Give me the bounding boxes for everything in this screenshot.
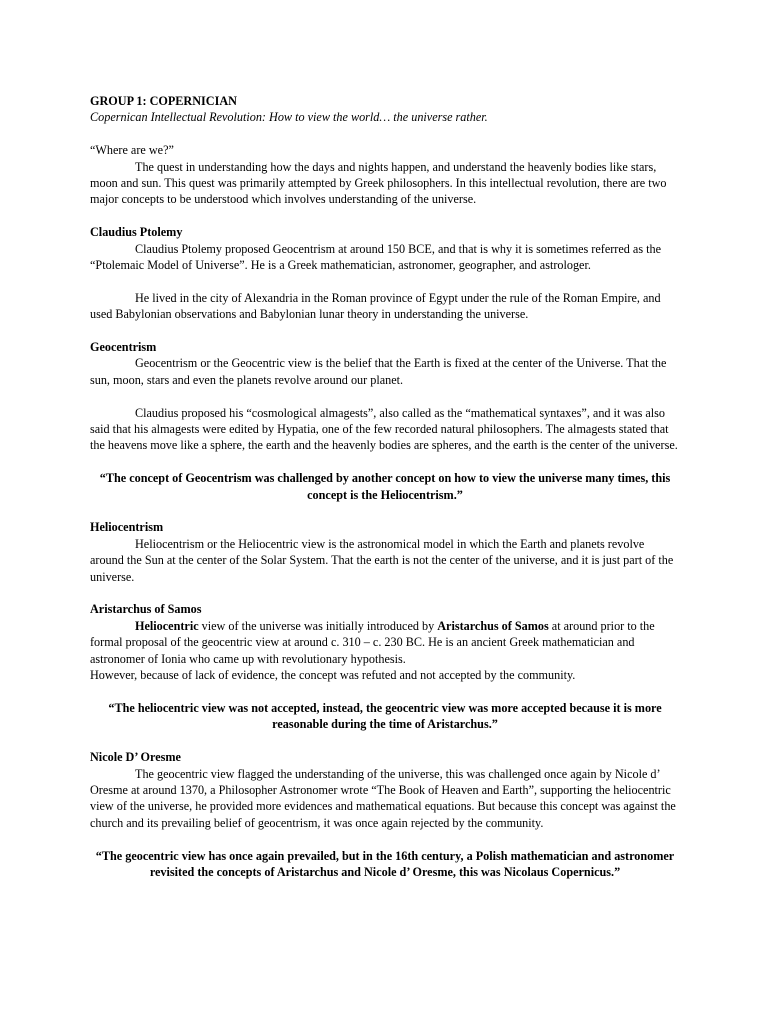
aristarchus-name: Aristarchus of Samos xyxy=(437,618,549,633)
oresme-quote: “The geocentric view has once again prevailed, but in the 16th century, a Polish mathematician and astronomer revisited the concepts of Aristarchus and Nicole d’ Oresme, this was Nicolaus Copernicus.” xyxy=(95,848,675,879)
aristarchus-heading: Aristarchus of Samos xyxy=(90,602,202,617)
aristarchus-text-2: at around prior to the formal proposal of the geocentric view at around c. 310 – c. 230 BC. He is an ancient Greek mathematician and astronomer of Ionia who came up with revolutionary hypothesis. xyxy=(90,618,655,666)
heliocentrism-heading: Heliocentrism xyxy=(90,520,164,535)
document-subtitle: Copernican Intellectual Revolution: How to view the world… the universe rather. xyxy=(90,110,488,125)
aristarchus-quote: “The heliocentric view was not accepted, instead, the geocentric view was more accepted because it is more reasonable during the time of Aristarchus.” xyxy=(108,700,662,732)
heliocentrism-paragraph: Heliocentrism or the Heliocentric view is the astronomical model in which the Earth and planets revolve around the Sun at the center of the Solar System. That the earth is not the center of the universe, and it is just part of the universe. xyxy=(90,536,674,584)
document-page xyxy=(90,93,680,880)
ptolemy-heading: Claudius Ptolemy xyxy=(90,225,183,240)
question-line: “Where are we?” xyxy=(90,143,174,158)
ptolemy-paragraph-1: Claudius Ptolemy proposed Geocentrism at around 150 BCE, and that is why it is sometimes referred as the “Ptolemaic Model of Universe”. He is a Greek mathematician, astronomer, geographer, and astrologer. xyxy=(90,241,661,273)
geocentrism-paragraph-1: Geocentrism or the Geocentric view is the belief that the Earth is fixed at the center of the Universe. That the sun, moon, stars and even the planets revolve around our planet. xyxy=(90,356,667,387)
geocentrism-paragraph-2: Claudius proposed his “cosmological almagests”, also called as the “mathematical syntaxes”, and it was also said that his almagests were edited by Hypatia, one of the few recorded natural philosophers. The almagests stated that the heavens move like a sphere, the earth and the heavenly bodies are spheres, and the earth is the center of the universe. xyxy=(90,405,678,453)
document-title: GROUP 1: COPERNICIAN xyxy=(90,94,237,108)
aristarchus-paragraph-1 xyxy=(90,618,680,667)
ptolemy-paragraph-2: He lived in the city of Alexandria in the Roman province of Egypt under the rule of the Roman Empire, and used Babylonian observations and Babylonian lunar theory in understanding the universe. xyxy=(90,290,661,322)
geocentrism-heading: Geocentrism xyxy=(90,340,157,355)
heliocentric-term: Heliocentric xyxy=(135,618,199,633)
oresme-heading: Nicole D’ Oresme xyxy=(90,750,181,765)
oresme-paragraph: The geocentric view flagged the understanding of the universe, this was challenged once again by Nicole d’ Oresme at around 1370, a Philosopher Astronomer wrote “The Book of Heaven and Earth”, supporting the heliocentric view of the universe, he provided more evidences and mathematical equations. But because this concept was against the church and its prevailing belief of geocentrism, it was once again rejected by the community. xyxy=(90,766,676,830)
aristarchus-text-1: view of the universe was initially introduced by xyxy=(198,618,438,633)
intro-paragraph: The quest in understanding how the days and nights happen, and understand the heavenly bodies like stars, moon and sun. This quest was primarily attempted by Greek philosophers. In this intellectual revolution, there are two major concepts to be understood which involves understanding of the universe. xyxy=(90,159,667,207)
aristarchus-paragraph-2: However, because of lack of evidence, the concept was refuted and not accepted by the community. xyxy=(90,668,576,683)
geocentrism-quote: “The concept of Geocentrism was challenged by another concept on how to view the universe many times, this concept is the Heliocentrism.” xyxy=(99,471,671,502)
